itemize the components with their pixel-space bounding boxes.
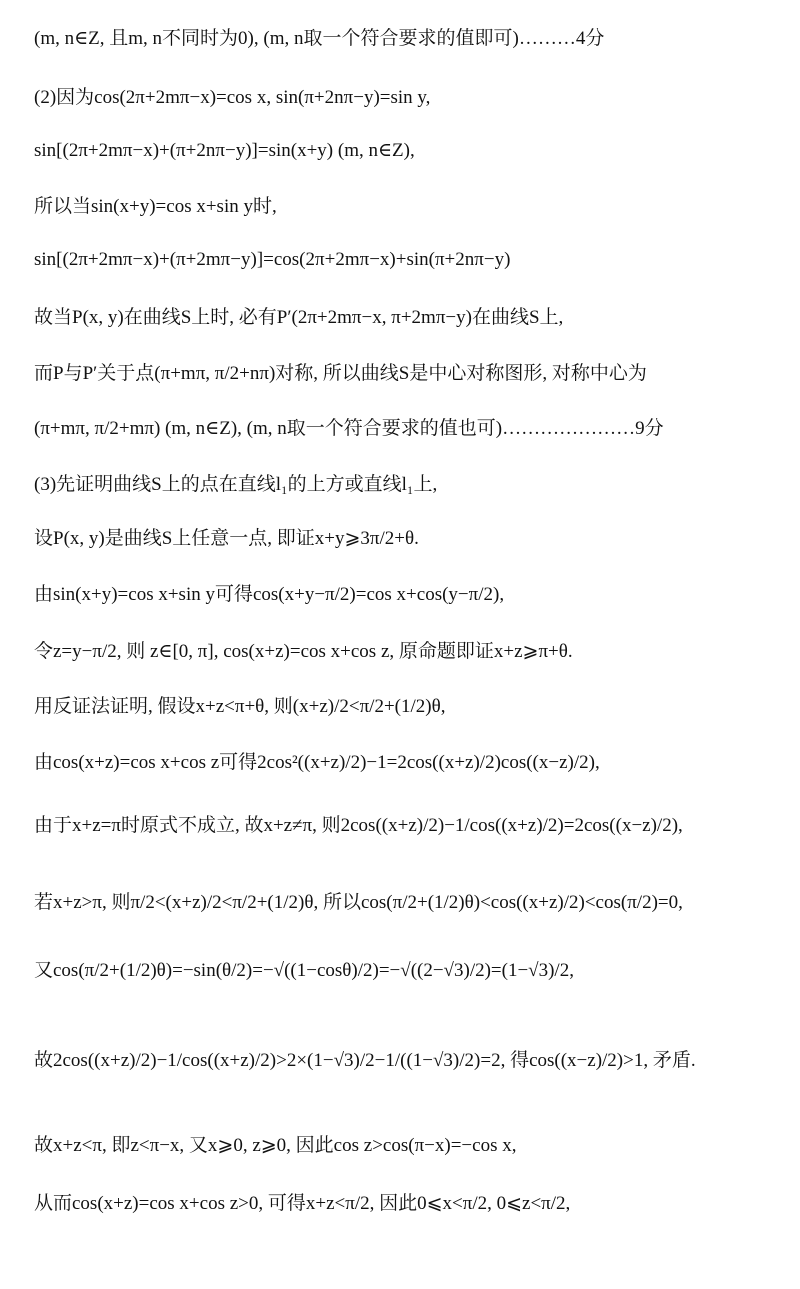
line-18: 故2cos((x+z)/2)−1/cos((x+z)/2)>2×(1−√3)/2−1/((1−√3)/2)=2, 得cos((x−z)/2)>1, 矛盾. xyxy=(34,1050,696,1071)
line-11: 由sin(x+y)=cos x+sin y可得cos(x+y−π/2)=cos x+cos(y−π/2), xyxy=(34,584,505,605)
line-19: 故x+z<π, 即z<π−x, 又x⩾0, z⩾0, 因此cos z>cos(π−x)=−cos x, xyxy=(34,1135,517,1156)
line-10: 设P(x, y)是曲线S上任意一点, 即证x+y⩾3π/2+θ. xyxy=(34,528,419,549)
line-16: 若x+z>π, 则π/2<(x+z)/2<π/2+(1/2)θ, 所以cos(π/2+(1/2)θ)<cos((x+z)/2)<cos(π/2)=0, xyxy=(34,892,683,913)
line-14: 由cos(x+z)=cos x+cos z可得2cos²((x+z)/2)−1=2cos((x+z)/2)cos((x−z)/2), xyxy=(34,752,600,773)
line-2: (2)因为cos(2π+2mπ−x)=cos x, sin(π+2nπ−y)=sin y, xyxy=(34,87,431,108)
line-1: (m, n∈Z, 且m, n不同时为0), (m, n取一个符合要求的值即可)………4分 xyxy=(34,28,605,49)
line-12: 令z=y−π/2, 则 z∈[0, π], cos(x+z)=cos x+cos z, 原命题即证x+z⩾π+θ. xyxy=(34,641,573,662)
line-6: 故当P(x, y)在曲线S上时, 必有P′(2π+2mπ−x, π+2mπ−y)在曲线S上, xyxy=(34,307,564,328)
line-3: sin[(2π+2mπ−x)+(π+2nπ−y)]=sin(x+y) (m, n∈Z), xyxy=(34,140,415,161)
line-15: 由于x+z=π时原式不成立, 故x+z≠π, 则2cos((x+z)/2)−1/cos((x+z)/2)=2cos((x−z)/2), xyxy=(34,815,683,836)
line-9: (3)先证明曲线S上的点在直线l₁的上方或直线l₁上, xyxy=(34,474,438,495)
line-8: (π+mπ, π/2+mπ) (m, n∈Z), (m, n取一个符合要求的值也可)…………………9分 xyxy=(34,418,664,439)
line-4: 所以当sin(x+y)=cos x+sin y时, xyxy=(34,196,277,217)
line-20: 从而cos(x+z)=cos x+cos z>0, 可得x+z<π/2, 因此0⩽x<π/2, 0⩽z<π/2, xyxy=(34,1193,571,1214)
line-7: 而P与P′关于点(π+mπ, π/2+nπ)对称, 所以曲线S是中心对称图形, 对称中心为 xyxy=(34,363,647,384)
line-13: 用反证法证明, 假设x+z<π+θ, 则(x+z)/2<π/2+(1/2)θ, xyxy=(34,696,446,717)
line-5: sin[(2π+2mπ−x)+(π+2mπ−y)]=cos(2π+2mπ−x)+sin(π+2nπ−y) xyxy=(34,249,511,270)
line-17: 又cos(π/2+(1/2)θ)=−sin(θ/2)=−√((1−cosθ)/2)=−√((2−√3)/2)=(1−√3)/2, xyxy=(34,960,574,981)
